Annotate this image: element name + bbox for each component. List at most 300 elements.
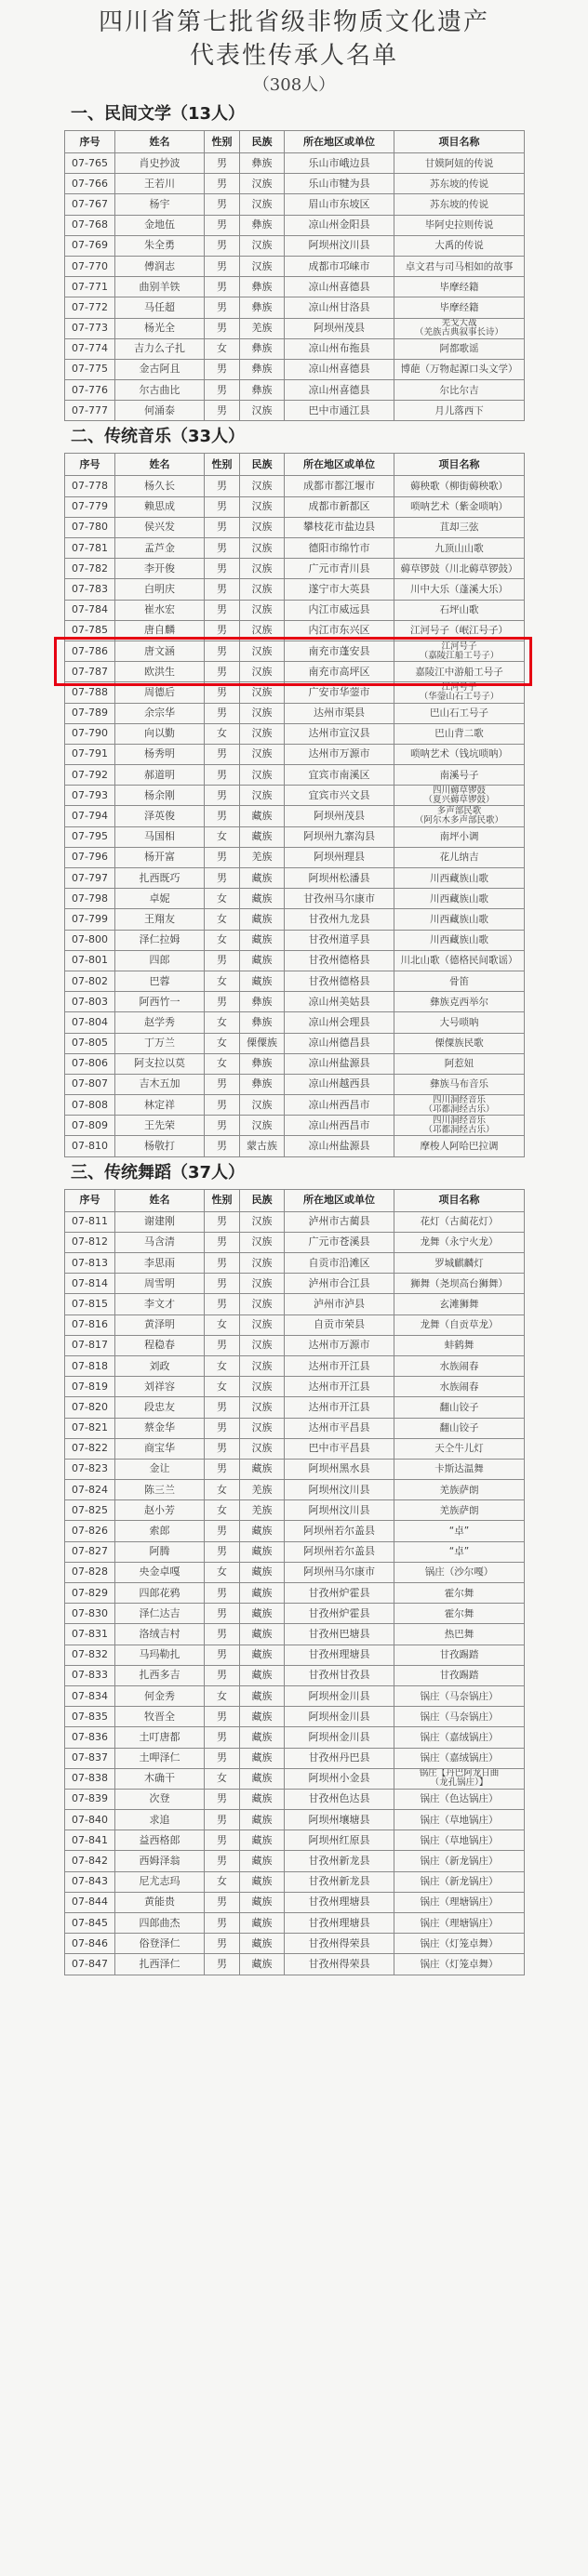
cell-eth: 汉族 bbox=[240, 1274, 285, 1294]
cell-num: 07-779 bbox=[65, 496, 115, 517]
cell-loc: 甘孜州得荣县 bbox=[285, 1934, 394, 1954]
column-header-num: 序号 bbox=[65, 131, 115, 153]
cell-num: 07-773 bbox=[65, 318, 115, 338]
table-row bbox=[65, 1934, 525, 1954]
cell-loc: 阿坝州金川县 bbox=[285, 1727, 394, 1748]
cell-loc: 甘孜州炉霍县 bbox=[285, 1604, 394, 1624]
cell-loc: 甘孜州马尔康市 bbox=[285, 889, 394, 909]
cell-eth: 汉族 bbox=[240, 1397, 285, 1418]
table-row bbox=[65, 496, 525, 517]
cell-proj: 卡斯达温舞 bbox=[394, 1459, 525, 1479]
cell-name: 曲别羊铁 bbox=[115, 277, 205, 297]
cell-proj: 毕阿史拉则传说 bbox=[394, 215, 525, 235]
table-row bbox=[65, 1274, 525, 1294]
cell-eth: 藏族 bbox=[240, 1789, 285, 1809]
cell-num: 07-770 bbox=[65, 256, 115, 276]
document-title: 四川省第七批省级非物质文化遗产 bbox=[98, 8, 489, 36]
cell-eth: 汉族 bbox=[240, 517, 285, 537]
cell-num: 07-839 bbox=[65, 1789, 115, 1809]
cell-loc: 甘孜州理塘县 bbox=[285, 1913, 394, 1934]
inheritor-table bbox=[64, 130, 525, 421]
cell-sex: 女 bbox=[205, 909, 240, 930]
cell-proj: 毕摩经籍 bbox=[394, 277, 525, 297]
cell-sex: 男 bbox=[205, 318, 240, 338]
cell-name: 白明庆 bbox=[115, 579, 205, 600]
cell-num: 07-813 bbox=[65, 1253, 115, 1274]
cell-num: 07-766 bbox=[65, 174, 115, 194]
cell-name: 周雪明 bbox=[115, 1274, 205, 1294]
cell-proj: 月儿落西下 bbox=[394, 401, 525, 421]
document-subtitle: 代表性传承人名单 bbox=[189, 42, 398, 70]
cell-loc: 甘孜州理塘县 bbox=[285, 1892, 394, 1912]
cell-name: 马玛勒扎 bbox=[115, 1645, 205, 1665]
table-row bbox=[65, 826, 525, 847]
cell-sex: 男 bbox=[205, 538, 240, 559]
cell-proj: 大禹的传说 bbox=[394, 235, 525, 256]
cell-num: 07-823 bbox=[65, 1459, 115, 1479]
cell-num: 07-775 bbox=[65, 359, 115, 379]
cell-sex: 男 bbox=[205, 641, 240, 661]
cell-sex: 男 bbox=[205, 1095, 240, 1116]
cell-sex: 男 bbox=[205, 1624, 240, 1645]
cell-sex: 男 bbox=[205, 1934, 240, 1954]
cell-loc: 阿坝州金川县 bbox=[285, 1685, 394, 1706]
column-header-proj: 项目名称 bbox=[394, 131, 525, 153]
cell-loc: 泸州市泸县 bbox=[285, 1294, 394, 1314]
cell-eth: 藏族 bbox=[240, 1459, 285, 1479]
cell-loc: 巴中市平昌县 bbox=[285, 1438, 394, 1459]
cell-proj: 苴却三弦 bbox=[394, 517, 525, 537]
cell-sex: 男 bbox=[205, 786, 240, 806]
cell-name: 土呷泽仁 bbox=[115, 1748, 205, 1768]
cell-loc: 达州市平昌县 bbox=[285, 1418, 394, 1438]
cell-sex: 女 bbox=[205, 1768, 240, 1789]
cell-proj: 锅庄（草地锅庄） bbox=[394, 1830, 525, 1851]
cell-loc: 德阳市绵竹市 bbox=[285, 538, 394, 559]
cell-proj: 彝族克西举尔 bbox=[394, 992, 525, 1012]
cell-eth: 汉族 bbox=[240, 1095, 285, 1116]
cell-num: 07-806 bbox=[65, 1053, 115, 1074]
column-header-name: 姓名 bbox=[115, 454, 205, 476]
cell-proj: 江河号子 （华蓥山石工号子） bbox=[394, 682, 525, 703]
cell-name: 阿支拉以莫 bbox=[115, 1053, 205, 1074]
cell-proj: 嘉陵江中游船工号子 bbox=[394, 662, 525, 682]
table-row bbox=[65, 318, 525, 338]
cell-sex: 女 bbox=[205, 1871, 240, 1892]
cell-num: 07-814 bbox=[65, 1274, 115, 1294]
cell-num: 07-838 bbox=[65, 1768, 115, 1789]
cell-loc: 阿坝州金川县 bbox=[285, 1707, 394, 1727]
table-row bbox=[65, 641, 525, 661]
cell-name: 赵学秀 bbox=[115, 1012, 205, 1033]
cell-name: 何金秀 bbox=[115, 1685, 205, 1706]
table-row bbox=[65, 1074, 525, 1094]
cell-sex: 男 bbox=[205, 1748, 240, 1768]
cell-proj: 彝族马布音乐 bbox=[394, 1074, 525, 1094]
cell-proj: 南坪小调 bbox=[394, 826, 525, 847]
cell-loc: 甘孜州德格县 bbox=[285, 971, 394, 991]
cell-eth: 藏族 bbox=[240, 1748, 285, 1768]
cell-num: 07-792 bbox=[65, 765, 115, 786]
cell-eth: 藏族 bbox=[240, 1583, 285, 1604]
cell-eth: 彝族 bbox=[240, 277, 285, 297]
table-row bbox=[65, 1892, 525, 1912]
cell-loc: 阿坝州汶川县 bbox=[285, 1480, 394, 1500]
cell-proj: 川北山歌（德格民间歌谣） bbox=[394, 950, 525, 971]
table-row bbox=[65, 1604, 525, 1624]
cell-num: 07-818 bbox=[65, 1355, 115, 1376]
cell-eth: 藏族 bbox=[240, 1913, 285, 1934]
title-block bbox=[0, 0, 588, 99]
cell-num: 07-825 bbox=[65, 1500, 115, 1521]
cell-name: 土叮唐都 bbox=[115, 1727, 205, 1748]
cell-loc: 阿坝州壤塘县 bbox=[285, 1810, 394, 1830]
cell-proj: 翻山铰子 bbox=[394, 1418, 525, 1438]
cell-sex: 男 bbox=[205, 950, 240, 971]
cell-loc: 乐山市犍为县 bbox=[285, 174, 394, 194]
cell-eth: 藏族 bbox=[240, 930, 285, 950]
cell-eth: 藏族 bbox=[240, 1707, 285, 1727]
cell-name: 杨久长 bbox=[115, 476, 205, 496]
cell-proj: 川中大乐（蓬溪大乐） bbox=[394, 579, 525, 600]
table-row bbox=[65, 1541, 525, 1562]
table-row bbox=[65, 1954, 525, 1975]
cell-proj: 锅庄（灯笼卓舞） bbox=[394, 1954, 525, 1975]
cell-proj: 大号唢呐 bbox=[394, 1012, 525, 1033]
cell-sex: 女 bbox=[205, 338, 240, 359]
table-row bbox=[65, 1438, 525, 1459]
cell-loc: 凉山州盐源县 bbox=[285, 1136, 394, 1156]
cell-loc: 阿坝州理县 bbox=[285, 847, 394, 867]
cell-eth: 汉族 bbox=[240, 620, 285, 641]
cell-sex: 男 bbox=[205, 1253, 240, 1274]
cell-loc: 甘孜州巴塘县 bbox=[285, 1624, 394, 1645]
cell-eth: 藏族 bbox=[240, 909, 285, 930]
cell-num: 07-822 bbox=[65, 1438, 115, 1459]
cell-eth: 彝族 bbox=[240, 153, 285, 174]
cell-proj: 锅庄【丹巴阿龙日曲 （龙孔锅庄）】 bbox=[394, 1768, 525, 1789]
cell-num: 07-827 bbox=[65, 1541, 115, 1562]
table-row bbox=[65, 1418, 525, 1438]
cell-name: 阿西竹一 bbox=[115, 992, 205, 1012]
cell-eth: 藏族 bbox=[240, 1541, 285, 1562]
table-row bbox=[65, 1136, 525, 1156]
cell-name: 吉力么子扎 bbox=[115, 338, 205, 359]
cell-proj: 玄滩狮舞 bbox=[394, 1294, 525, 1314]
cell-sex: 男 bbox=[205, 277, 240, 297]
cell-sex: 男 bbox=[205, 297, 240, 318]
cell-proj: 阿惹妞 bbox=[394, 1053, 525, 1074]
table-row bbox=[65, 1685, 525, 1706]
cell-name: 李思雨 bbox=[115, 1253, 205, 1274]
cell-proj: 锅庄（马奈锅庄） bbox=[394, 1707, 525, 1727]
cell-name: 金让 bbox=[115, 1459, 205, 1479]
cell-eth: 藏族 bbox=[240, 1830, 285, 1851]
cell-proj: 狮舞（尧坝高台狮舞） bbox=[394, 1274, 525, 1294]
cell-eth: 藏族 bbox=[240, 1954, 285, 1975]
table-row bbox=[65, 682, 525, 703]
cell-num: 07-787 bbox=[65, 662, 115, 682]
cell-proj: 锅庄（马奈锅庄） bbox=[394, 1685, 525, 1706]
table-row bbox=[65, 600, 525, 620]
cell-name: 肖史抄波 bbox=[115, 153, 205, 174]
table-row bbox=[65, 662, 525, 682]
cell-eth: 汉族 bbox=[240, 1253, 285, 1274]
cell-eth: 藏族 bbox=[240, 1645, 285, 1665]
section-title: 一、民间文学（13人） bbox=[71, 104, 246, 124]
cell-num: 07-798 bbox=[65, 889, 115, 909]
cell-num: 07-797 bbox=[65, 868, 115, 889]
cell-loc: 达州市渠县 bbox=[285, 703, 394, 723]
cell-loc: 自贡市荣县 bbox=[285, 1314, 394, 1335]
cell-loc: 甘孜州新龙县 bbox=[285, 1871, 394, 1892]
cell-name: 丁万兰 bbox=[115, 1033, 205, 1053]
cell-num: 07-842 bbox=[65, 1851, 115, 1871]
column-header-loc: 所在地区或单位 bbox=[285, 454, 394, 476]
cell-name: 泽仁拉姆 bbox=[115, 930, 205, 950]
cell-name: 尔古曲比 bbox=[115, 380, 205, 401]
cell-name: 赵小芳 bbox=[115, 1500, 205, 1521]
table-row bbox=[65, 620, 525, 641]
table-header-row bbox=[65, 131, 525, 153]
cell-proj: 江河号子 （嘉陵江船工号子） bbox=[394, 641, 525, 661]
cell-sex: 女 bbox=[205, 930, 240, 950]
cell-eth: 汉族 bbox=[240, 559, 285, 579]
cell-num: 07-816 bbox=[65, 1314, 115, 1335]
table-row bbox=[65, 1665, 525, 1685]
cell-sex: 男 bbox=[205, 1521, 240, 1541]
cell-num: 07-769 bbox=[65, 235, 115, 256]
cell-eth: 汉族 bbox=[240, 600, 285, 620]
table-row bbox=[65, 235, 525, 256]
table-row bbox=[65, 359, 525, 379]
cell-proj: 苏东坡的传说 bbox=[394, 174, 525, 194]
column-header-sex: 性别 bbox=[205, 131, 240, 153]
cell-loc: 甘孜州理塘县 bbox=[285, 1645, 394, 1665]
cell-sex: 女 bbox=[205, 1033, 240, 1053]
cell-eth: 藏族 bbox=[240, 1851, 285, 1871]
cell-num: 07-831 bbox=[65, 1624, 115, 1645]
table-row bbox=[65, 1500, 525, 1521]
cell-eth: 汉族 bbox=[240, 682, 285, 703]
cell-proj: 川西藏族山歌 bbox=[394, 909, 525, 930]
cell-proj: 花灯（古蔺花灯） bbox=[394, 1211, 525, 1232]
table-row bbox=[65, 1562, 525, 1582]
cell-num: 07-789 bbox=[65, 703, 115, 723]
cell-name: 卓妮 bbox=[115, 889, 205, 909]
cell-name: 益西格郎 bbox=[115, 1830, 205, 1851]
sections-container bbox=[0, 99, 588, 1975]
cell-proj: 锅庄（沙尔嘎） bbox=[394, 1562, 525, 1582]
cell-name: 杨光全 bbox=[115, 318, 205, 338]
cell-num: 07-777 bbox=[65, 401, 115, 421]
cell-num: 07-830 bbox=[65, 1604, 115, 1624]
cell-sex: 男 bbox=[205, 1294, 240, 1314]
cell-num: 07-795 bbox=[65, 826, 115, 847]
cell-loc: 广安市华蓥市 bbox=[285, 682, 394, 703]
cell-name: 扎西多吉 bbox=[115, 1665, 205, 1685]
table-row bbox=[65, 1012, 525, 1033]
table-row bbox=[65, 174, 525, 194]
cell-num: 07-794 bbox=[65, 806, 115, 826]
cell-loc: 凉山州布拖县 bbox=[285, 338, 394, 359]
inheritor-table bbox=[64, 453, 525, 1156]
cell-num: 07-843 bbox=[65, 1871, 115, 1892]
cell-eth: 汉族 bbox=[240, 235, 285, 256]
cell-eth: 藏族 bbox=[240, 889, 285, 909]
cell-proj: “卓” bbox=[394, 1541, 525, 1562]
cell-proj: 川西藏族山歌 bbox=[394, 930, 525, 950]
cell-loc: 凉山州德昌县 bbox=[285, 1033, 394, 1053]
cell-sex: 女 bbox=[205, 1500, 240, 1521]
cell-proj: 锅庄（理塘锅庄） bbox=[394, 1892, 525, 1912]
table-row bbox=[65, 806, 525, 826]
cell-name: 唐自麟 bbox=[115, 620, 205, 641]
cell-sex: 男 bbox=[205, 235, 240, 256]
column-header-proj: 项目名称 bbox=[394, 1189, 525, 1211]
cell-loc: 巴中市通江县 bbox=[285, 401, 394, 421]
cell-num: 07-781 bbox=[65, 538, 115, 559]
table-row bbox=[65, 1033, 525, 1053]
table-row bbox=[65, 909, 525, 930]
table-header-row bbox=[65, 454, 525, 476]
cell-name: 马国相 bbox=[115, 826, 205, 847]
cell-eth: 藏族 bbox=[240, 826, 285, 847]
table-row bbox=[65, 1480, 525, 1500]
cell-sex: 男 bbox=[205, 600, 240, 620]
cell-sex: 男 bbox=[205, 1274, 240, 1294]
cell-num: 07-840 bbox=[65, 1810, 115, 1830]
cell-sex: 男 bbox=[205, 1913, 240, 1934]
cell-num: 07-791 bbox=[65, 744, 115, 764]
cell-name: 李开俊 bbox=[115, 559, 205, 579]
table-row bbox=[65, 1355, 525, 1376]
table-row bbox=[65, 1053, 525, 1074]
cell-loc: 宜宾市南溪区 bbox=[285, 765, 394, 786]
table-row bbox=[65, 992, 525, 1012]
cell-num: 07-793 bbox=[65, 786, 115, 806]
cell-loc: 阿坝州马尔康市 bbox=[285, 1562, 394, 1582]
table-row bbox=[65, 538, 525, 559]
cell-name: 牧晋全 bbox=[115, 1707, 205, 1727]
cell-num: 07-771 bbox=[65, 277, 115, 297]
cell-eth: 藏族 bbox=[240, 1604, 285, 1624]
column-header-sex: 性别 bbox=[205, 454, 240, 476]
table-row bbox=[65, 1294, 525, 1314]
cell-name: 郝道明 bbox=[115, 765, 205, 786]
cell-proj: 多声部民歌 （阿尔木多声部民歌） bbox=[394, 806, 525, 826]
cell-loc: 凉山州喜德县 bbox=[285, 277, 394, 297]
cell-name: 杨秀明 bbox=[115, 744, 205, 764]
cell-name: 唐文涵 bbox=[115, 641, 205, 661]
cell-sex: 男 bbox=[205, 476, 240, 496]
cell-proj: 四川薅草锣鼓 （夏兴薅草锣鼓） bbox=[394, 786, 525, 806]
table-row bbox=[65, 1095, 525, 1116]
cell-num: 07-790 bbox=[65, 723, 115, 744]
cell-eth: 汉族 bbox=[240, 723, 285, 744]
cell-proj: 甘孜踢踏 bbox=[394, 1665, 525, 1685]
cell-proj: 傈僳族民歌 bbox=[394, 1033, 525, 1053]
table-row bbox=[65, 277, 525, 297]
table-row bbox=[65, 847, 525, 867]
table-row bbox=[65, 476, 525, 496]
cell-num: 07-847 bbox=[65, 1954, 115, 1975]
cell-proj: 甘嫫阿妞的传说 bbox=[394, 153, 525, 174]
cell-loc: 达州市开江县 bbox=[285, 1397, 394, 1418]
cell-sex: 男 bbox=[205, 174, 240, 194]
table-row bbox=[65, 889, 525, 909]
cell-sex: 男 bbox=[205, 744, 240, 764]
cell-loc: 阿坝州若尔盖县 bbox=[285, 1521, 394, 1541]
cell-eth: 汉族 bbox=[240, 256, 285, 276]
cell-num: 07-776 bbox=[65, 380, 115, 401]
cell-name: 向以勤 bbox=[115, 723, 205, 744]
cell-name: 俗登泽仁 bbox=[115, 1934, 205, 1954]
cell-sex: 男 bbox=[205, 1438, 240, 1459]
cell-num: 07-780 bbox=[65, 517, 115, 537]
cell-loc: 甘孜州炉霍县 bbox=[285, 1583, 394, 1604]
cell-loc: 凉山州越西县 bbox=[285, 1074, 394, 1094]
cell-num: 07-807 bbox=[65, 1074, 115, 1094]
cell-proj: 石坪山歌 bbox=[394, 600, 525, 620]
cell-eth: 藏族 bbox=[240, 950, 285, 971]
cell-sex: 男 bbox=[205, 620, 240, 641]
cell-name: 王翔友 bbox=[115, 909, 205, 930]
cell-loc: 阿坝州汶川县 bbox=[285, 235, 394, 256]
cell-loc: 达州市开江县 bbox=[285, 1377, 394, 1397]
cell-eth: 汉族 bbox=[240, 579, 285, 600]
cell-eth: 汉族 bbox=[240, 641, 285, 661]
cell-sex: 男 bbox=[205, 1583, 240, 1604]
cell-num: 07-835 bbox=[65, 1707, 115, 1727]
cell-loc: 成都市邛崃市 bbox=[285, 256, 394, 276]
cell-sex: 男 bbox=[205, 1851, 240, 1871]
cell-eth: 汉族 bbox=[240, 1211, 285, 1232]
cell-sex: 男 bbox=[205, 153, 240, 174]
cell-sex: 男 bbox=[205, 703, 240, 723]
cell-sex: 男 bbox=[205, 1707, 240, 1727]
cell-num: 07-808 bbox=[65, 1095, 115, 1116]
cell-name: 四郎 bbox=[115, 950, 205, 971]
cell-loc: 甘孜州得荣县 bbox=[285, 1954, 394, 1975]
table-header-row bbox=[65, 1189, 525, 1211]
cell-eth: 汉族 bbox=[240, 476, 285, 496]
cell-loc: 阿坝州若尔盖县 bbox=[285, 1541, 394, 1562]
cell-num: 07-834 bbox=[65, 1685, 115, 1706]
cell-eth: 彝族 bbox=[240, 338, 285, 359]
cell-name: 木确干 bbox=[115, 1768, 205, 1789]
cell-sex: 男 bbox=[205, 992, 240, 1012]
cell-name: 欧洪生 bbox=[115, 662, 205, 682]
cell-name: 余宗华 bbox=[115, 703, 205, 723]
cell-proj: 天仝牛儿灯 bbox=[394, 1438, 525, 1459]
cell-loc: 甘孜州新龙县 bbox=[285, 1851, 394, 1871]
cell-num: 07-836 bbox=[65, 1727, 115, 1748]
cell-eth: 彝族 bbox=[240, 297, 285, 318]
cell-eth: 汉族 bbox=[240, 662, 285, 682]
cell-sex: 男 bbox=[205, 1418, 240, 1438]
cell-eth: 汉族 bbox=[240, 401, 285, 421]
cell-eth: 彝族 bbox=[240, 1074, 285, 1094]
cell-sex: 女 bbox=[205, 1314, 240, 1335]
cell-num: 07-765 bbox=[65, 153, 115, 174]
cell-name: 西姆泽翁 bbox=[115, 1851, 205, 1871]
cell-name: 侯兴发 bbox=[115, 517, 205, 537]
column-header-name: 姓名 bbox=[115, 131, 205, 153]
table-row bbox=[65, 930, 525, 950]
table-row bbox=[65, 153, 525, 174]
table-row bbox=[65, 1830, 525, 1851]
